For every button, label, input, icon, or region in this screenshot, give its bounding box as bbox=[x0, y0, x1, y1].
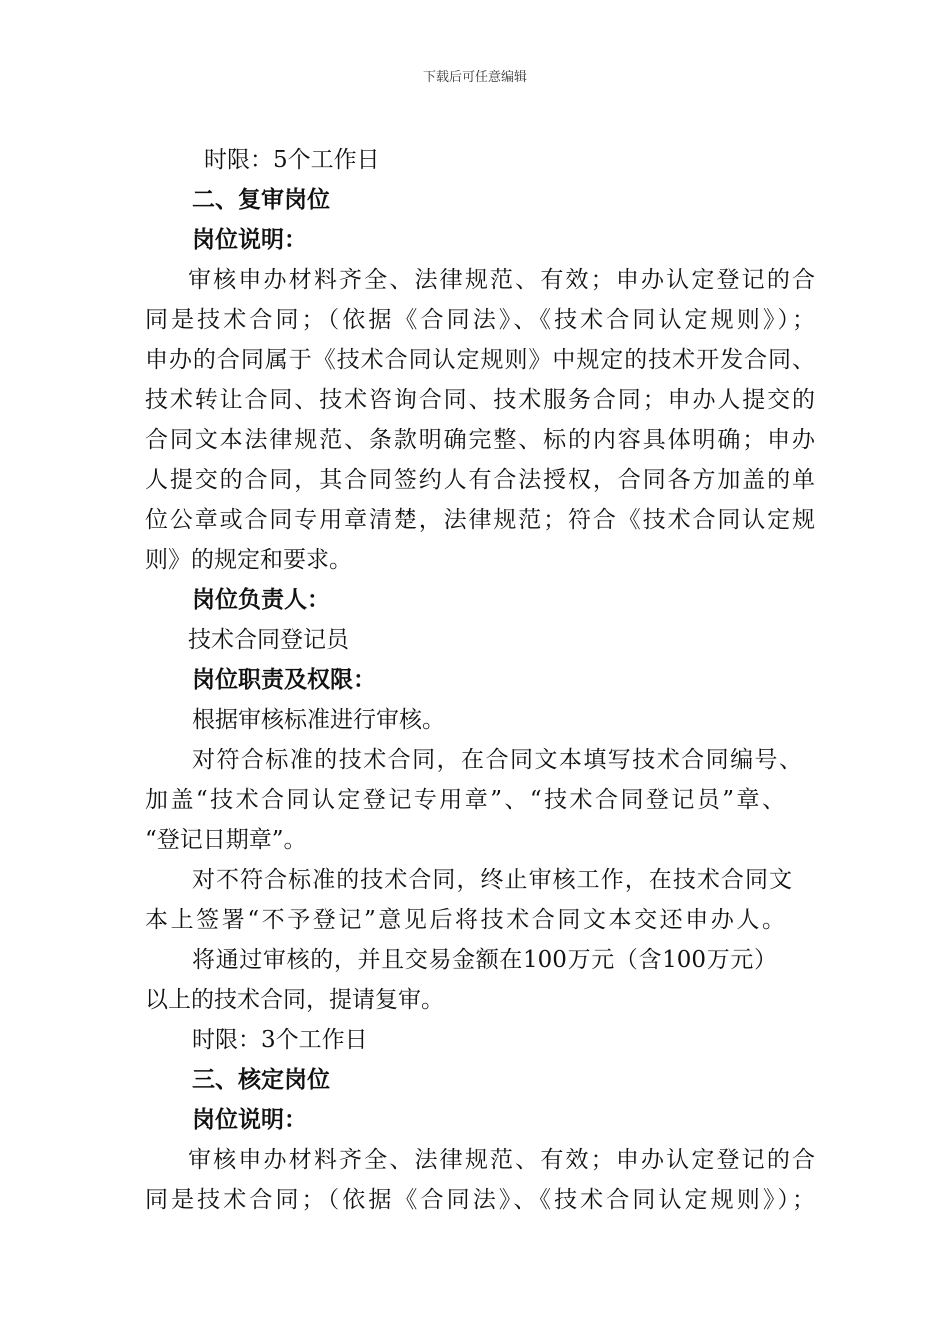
paragraph-line: 人提交的合同，其合同签约人有合法授权，合同各方加盖的单 bbox=[145, 467, 815, 493]
time-limit-line: 时限：5个工作日 bbox=[204, 147, 380, 173]
paragraph-line: 合同文本法律规范、条款明确完整、标的内容具体明确；申办 bbox=[145, 427, 815, 453]
paragraph-line: 加盖“技术合同认定登记专用章”、“技术合同登记员”章、 bbox=[145, 787, 785, 813]
paragraph-line: 本上签署“不予登记”意见后将技术合同文本交还申办人。 bbox=[145, 907, 785, 933]
section-heading: 二、复审岗位 bbox=[192, 186, 330, 213]
paragraph-line: 则》的规定和要求。 bbox=[145, 547, 352, 573]
subsection-heading: 岗位职责及权限： bbox=[192, 666, 376, 693]
paragraph-line: 同是技术合同；（依据《合同法》、《技术合同认定规则》）； bbox=[145, 307, 815, 333]
subsection-heading: 岗位说明： bbox=[192, 226, 307, 253]
paragraph-line: 审核申办材料齐全、法律规范、有效；申办认定登记的合 bbox=[188, 1147, 815, 1173]
paragraph-line: 技术合同登记员 bbox=[188, 627, 349, 653]
paragraph-line: 将通过审核的，并且交易金额在100万元（含100万元） bbox=[192, 947, 777, 973]
paragraph-line: 同是技术合同；（依据《合同法》、《技术合同认定规则》）； bbox=[145, 1187, 815, 1213]
paragraph-line: 位公章或合同专用章清楚，法律规范；符合《技术合同认定规 bbox=[145, 507, 815, 533]
paragraph-line: 对不符合标准的技术合同，终止审核工作，在技术合同文 bbox=[192, 867, 792, 893]
page-header: 下载后可任意编辑 bbox=[422, 70, 527, 85]
paragraph-line: 根据审核标准进行审核。 bbox=[192, 707, 445, 733]
paragraph-line: 申办的合同属于《技术合同认定规则》中规定的技术开发合同、 bbox=[145, 347, 815, 373]
paragraph-line: 技术转让合同、技术咨询合同、技术服务合同；申办人提交的 bbox=[145, 387, 815, 413]
subsection-heading: 岗位负责人： bbox=[192, 586, 330, 613]
subsection-heading: 岗位说明： bbox=[192, 1106, 307, 1133]
time-limit-line: 时限：3个工作日 bbox=[192, 1027, 368, 1053]
paragraph-line: “登记日期章”。 bbox=[145, 827, 307, 853]
paragraph-line: 审核申办材料齐全、法律规范、有效；申办认定登记的合 bbox=[188, 267, 815, 293]
section-heading: 三、核定岗位 bbox=[192, 1066, 330, 1093]
paragraph-line: 以上的技术合同，提请复审。 bbox=[145, 987, 444, 1013]
paragraph-line: 对符合标准的技术合同，在合同文本填写技术合同编号、 bbox=[192, 747, 802, 773]
